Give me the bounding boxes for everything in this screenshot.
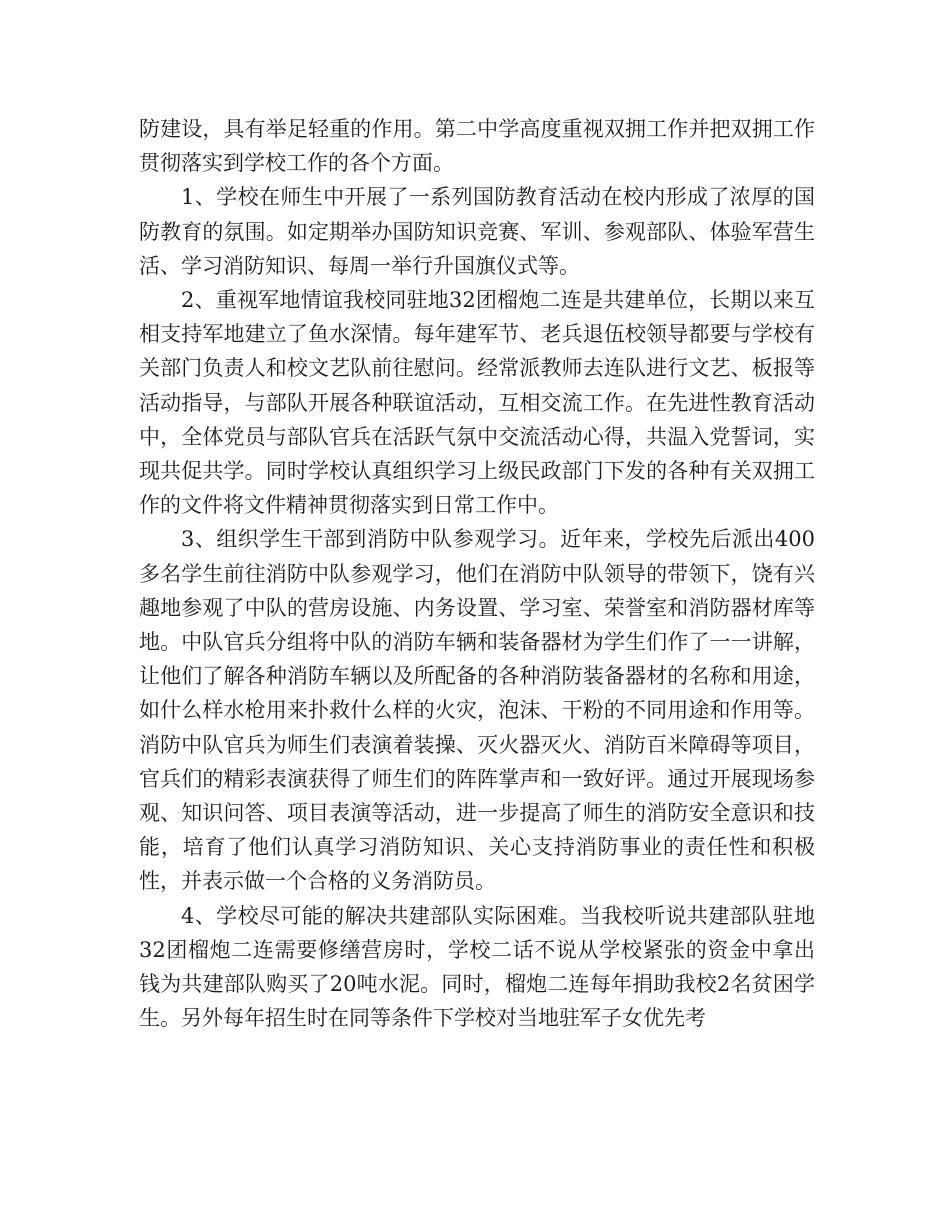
paragraph-item-4: 4、学校尽可能的解决共建部队实际困难。当我校听说共建部队驻地32团榴炮二连需要修缮营房时，学校二话不说从学校紧张的资金中拿出钱为共建部队购买了20吨水泥。同时，榴炮二连每年捐助我校2名贫困学生。另外每年招生时在同等条件下学校对当地驻军子女优先考 <box>139 903 815 1031</box>
paragraph-item-3: 3、组织学生干部到消防中队参观学习。近年来，学校先后派出400多名学生前往消防中队参观学习，他们在消防中队领导的带领下，饶有兴趣地参观了中队的营房设施、内务设置、学习室、荣誉室和消防器材库等地。中队官兵分组将中队的消防车辆和装备器材为学生们作了一一讲解，让他们了解各种消防车辆以及所配备的各种消防装备器材的名称和用途，如什么样水枪用来扑救什么样的火灾，泡沫、干粉的不同用途和作用等。消防中队官兵为师生们表演着装操、灭火器灭火、消防百米障碍等项目，官兵们的精彩表演获得了师生们的阵阵掌声和一致好评。通过开展现场参观、知识问答、项目表演等活动，进一步提高了师生的消防安全意识和技能，培育了他们认真学习消防知识、关心支持消防事业的责任性和积极性，并表示做一个合格的义务消防员。 <box>139 527 815 894</box>
paragraph-item-1: 1、学校在师生中开展了一系列国防教育活动在校内形成了浓厚的国防教育的氛围。如定期举办国防知识竞赛、军训、参观部队、体验军营生活、学习消防知识、每周一举行升国旗仪式等。 <box>139 185 815 278</box>
document-body <box>139 112 815 1035</box>
paragraph-continuation: 防建设，具有举足轻重的作用。第二中学高度重视双拥工作并把双拥工作贯彻落实到学校工作的各个方面。 <box>139 117 815 176</box>
paragraph-item-2: 2、重视军地情谊我校同驻地32团榴炮二连是共建单位，长期以来互相支持军地建立了鱼水深情。每年建军节、老兵退伍校领导都要与学校有关部门负责人和校文艺队前往慰问。经常派教师去连队进行文艺、板报等活动指导，与部队开展各种联谊活动，互相交流工作。在先进性教育活动中，全体党员与部队官兵在活跃气氛中交流活动心得，共温入党誓词，实现共促共学。同时学校认真组织学习上级民政部门下发的各种有关双拥工作的文件将文件精神贯彻落实到日常工作中。 <box>139 288 815 518</box>
